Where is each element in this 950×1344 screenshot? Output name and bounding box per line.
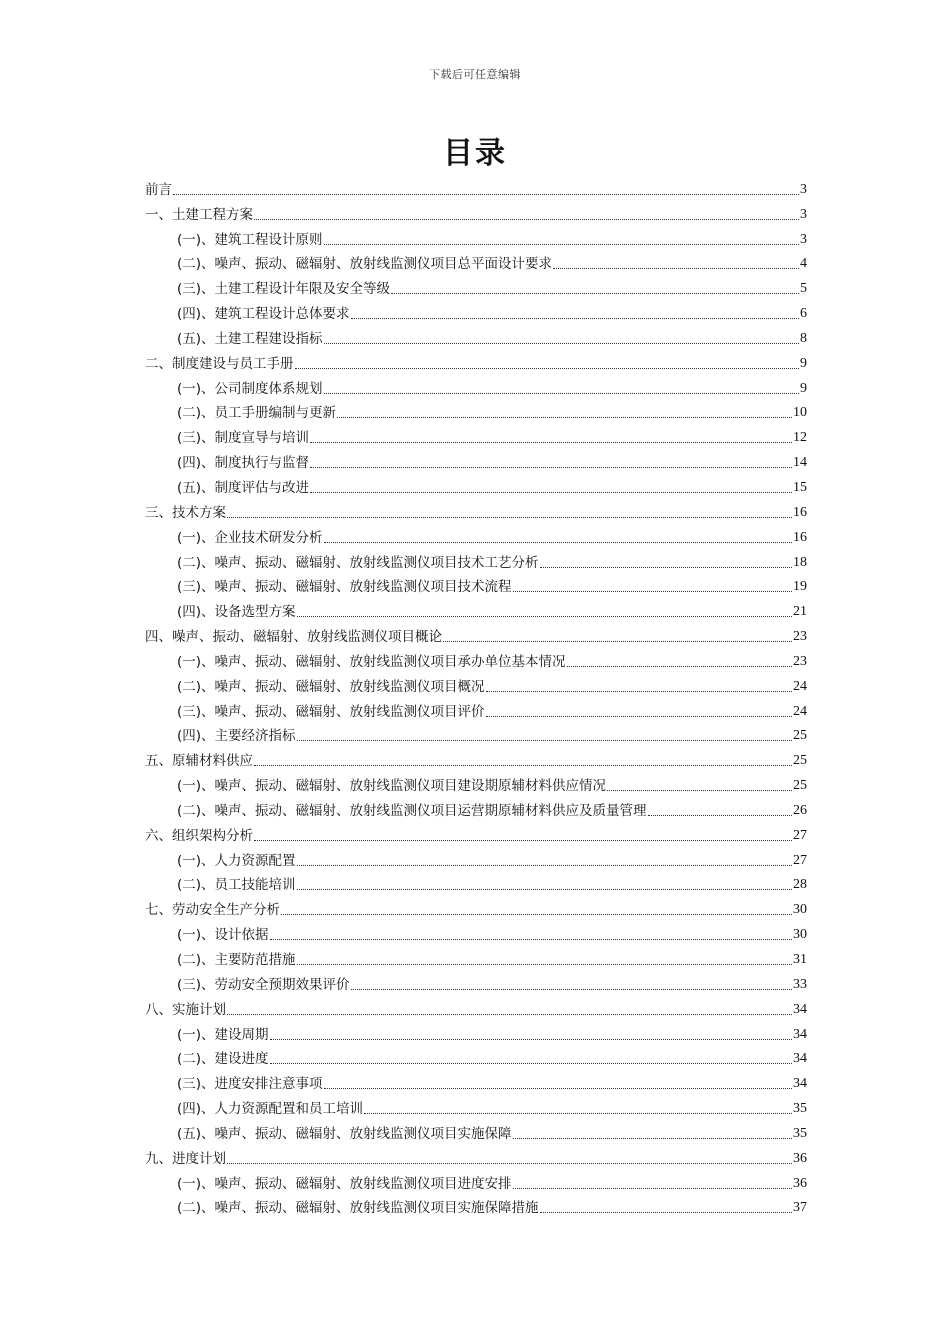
toc-subsection-entry[interactable] xyxy=(145,1168,807,1193)
toc-subsection-entry[interactable] xyxy=(145,944,807,969)
toc-page-number: 27 xyxy=(793,852,807,868)
toc-page-number: 12 xyxy=(793,430,807,446)
toc-page-number: 6 xyxy=(800,306,807,322)
toc-dot-leader xyxy=(513,590,792,592)
toc-page-number: 25 xyxy=(793,753,807,769)
toc-subsection-entry[interactable] xyxy=(145,422,807,447)
toc-page-number: 30 xyxy=(793,927,807,943)
toc-page-number: 23 xyxy=(793,653,807,669)
toc-entry-label: (二)、建设进度 xyxy=(177,1051,269,1068)
toc-page-number: 8 xyxy=(800,330,807,346)
toc-page-number: 9 xyxy=(800,355,807,371)
toc-list xyxy=(145,174,807,1217)
toc-section-entry[interactable] xyxy=(145,1143,807,1168)
toc-entry-label: (一)、设计依据 xyxy=(177,927,269,944)
toc-dot-leader xyxy=(364,1112,792,1114)
toc-section-entry[interactable] xyxy=(145,621,807,646)
toc-dot-leader xyxy=(295,367,800,369)
toc-subsection-entry[interactable] xyxy=(145,696,807,721)
toc-page-number: 5 xyxy=(800,281,807,297)
toc-subsection-entry[interactable] xyxy=(145,671,807,696)
toc-page-number: 34 xyxy=(793,1051,807,1067)
toc-entry-label: (二)、噪声、振动、磁辐射、放射线监测仪项目实施保障措施 xyxy=(177,1200,539,1217)
toc-dot-leader xyxy=(254,764,792,766)
toc-entry-label: (二)、噪声、振动、磁辐射、放射线监测仪项目概况 xyxy=(177,678,485,695)
toc-page-number: 30 xyxy=(793,902,807,918)
toc-subsection-entry[interactable] xyxy=(145,1118,807,1143)
toc-section-entry[interactable] xyxy=(145,994,807,1019)
toc-page-number: 27 xyxy=(793,827,807,843)
toc-page-number: 3 xyxy=(800,231,807,247)
toc-entry-label: (一)、噪声、振动、磁辐射、放射线监测仪项目建设期原辅材料供应情况 xyxy=(177,778,607,795)
toc-entry-label: (二)、噪声、振动、磁辐射、放射线监测仪项目运营期原辅材料供应及质量管理 xyxy=(177,802,647,819)
toc-entry-label: 六、组织架构分析 xyxy=(145,827,253,844)
toc-entry-label: 二、制度建设与员工手册 xyxy=(145,355,294,372)
toc-page-number: 24 xyxy=(793,678,807,694)
toc-page-number: 25 xyxy=(793,728,807,744)
toc-page-number: 31 xyxy=(793,952,807,967)
toc-entry-label: (三)、噪声、振动、磁辐射、放射线监测仪项目评价 xyxy=(177,703,485,720)
toc-entry-label: (三)、进度安排注意事项 xyxy=(177,1076,323,1093)
toc-dot-leader xyxy=(513,1187,792,1189)
toc-subsection-entry[interactable] xyxy=(145,969,807,994)
toc-entry-label: 四、噪声、振动、磁辐射、放射线监测仪项目概论 xyxy=(145,629,442,646)
toc-page-number: 34 xyxy=(793,1076,807,1092)
header-note: 下载后可任意编辑 xyxy=(429,68,521,81)
toc-entry-label: (一)、人力资源配置 xyxy=(177,852,296,869)
toc-page-number: 21 xyxy=(793,604,807,620)
toc-entry-label: (二)、员工技能培训 xyxy=(177,877,296,894)
toc-entry-label: (一)、企业技术研发分析 xyxy=(177,529,323,546)
toc-entry-label: (二)、噪声、振动、磁辐射、放射线监测仪项目技术工艺分析 xyxy=(177,554,539,571)
toc-page-number: 19 xyxy=(793,579,807,595)
toc-entry-label: (四)、主要经济指标 xyxy=(177,728,296,745)
toc-dot-leader xyxy=(281,913,792,915)
toc-section-entry[interactable] xyxy=(145,497,807,522)
toc-page-number: 34 xyxy=(793,1001,807,1017)
toc-page-number: 28 xyxy=(793,877,807,893)
toc-page-number: 37 xyxy=(793,1200,807,1216)
toc-dot-leader xyxy=(324,243,799,245)
toc-entry-label: (四)、制度执行与监督 xyxy=(177,455,310,472)
toc-subsection-entry[interactable] xyxy=(145,1093,807,1118)
toc-entry-label: (二)、噪声、振动、磁辐射、放射线监测仪项目总平面设计要求 xyxy=(177,256,553,273)
toc-entry-label: 一、土建工程方案 xyxy=(145,206,253,223)
toc-entry-label: 八、实施计划 xyxy=(145,1001,226,1018)
toc-subsection-entry[interactable] xyxy=(145,721,807,746)
toc-subsection-entry[interactable] xyxy=(145,447,807,472)
toc-entry-label: 九、进度计划 xyxy=(145,1150,226,1167)
toc-dot-leader xyxy=(648,814,792,816)
toc-page-number: 33 xyxy=(793,976,807,992)
toc-page-number: 16 xyxy=(793,504,807,520)
toc-subsection-entry[interactable] xyxy=(145,572,807,597)
toc-section-entry[interactable] xyxy=(145,894,807,919)
toc-dot-leader xyxy=(553,267,799,269)
toc-dot-leader xyxy=(486,715,792,717)
toc-dot-leader xyxy=(486,690,792,692)
toc-page-number: 35 xyxy=(793,1125,807,1141)
toc-page-number: 36 xyxy=(793,1150,807,1166)
toc-dot-leader xyxy=(297,739,792,741)
toc-page-number: 24 xyxy=(793,703,807,719)
toc-dot-leader xyxy=(337,416,792,418)
toc-dot-leader xyxy=(513,1137,792,1139)
toc-dot-leader xyxy=(324,1087,792,1089)
toc-subsection-entry[interactable] xyxy=(145,472,807,497)
toc-entry-label: (四)、设备选型方案 xyxy=(177,604,296,621)
toc-dot-leader xyxy=(227,1162,792,1164)
toc-dot-leader xyxy=(297,888,792,890)
toc-subsection-entry[interactable] xyxy=(145,919,807,944)
toc-entry-label: (五)、噪声、振动、磁辐射、放射线监测仪项目实施保障 xyxy=(177,1125,512,1142)
toc-dot-leader xyxy=(254,839,792,841)
toc-dot-leader xyxy=(567,665,792,667)
toc-entry-label: (一)、公司制度体系规划 xyxy=(177,380,323,397)
toc-subsection-entry[interactable] xyxy=(145,323,807,348)
toc-section-entry[interactable] xyxy=(145,199,807,224)
toc-subsection-entry[interactable] xyxy=(145,870,807,895)
toc-subsection-entry[interactable] xyxy=(145,845,807,870)
toc-subsection-entry[interactable] xyxy=(145,224,807,249)
toc-page-number: 9 xyxy=(800,380,807,396)
toc-entry-label: 五、原辅材料供应 xyxy=(145,753,253,770)
toc-page-number: 26 xyxy=(793,802,807,818)
toc-entry-label: (三)、噪声、振动、磁辐射、放射线监测仪项目技术流程 xyxy=(177,579,512,596)
toc-page-number: 4 xyxy=(800,256,807,272)
toc-dot-leader xyxy=(310,441,792,443)
toc-page-number: 25 xyxy=(793,778,807,794)
toc-page-number: 15 xyxy=(793,479,807,495)
toc-page-number: 36 xyxy=(793,1175,807,1191)
toc-dot-leader xyxy=(254,218,799,220)
toc-page-number: 23 xyxy=(793,629,807,645)
toc-page-number: 3 xyxy=(800,206,807,222)
toc-dot-leader xyxy=(351,317,799,319)
toc-entry-label: (四)、人力资源配置和员工培训 xyxy=(177,1101,364,1118)
toc-entry-label: (一)、建设周期 xyxy=(177,1026,269,1043)
toc-entry-label: (一)、噪声、振动、磁辐射、放射线监测仪项目进度安排 xyxy=(177,1175,512,1192)
toc-dot-leader xyxy=(227,516,792,518)
toc-subsection-entry[interactable] xyxy=(145,547,807,572)
toc-subsection-entry[interactable] xyxy=(145,770,807,795)
toc-dot-leader xyxy=(324,392,799,394)
toc-dot-leader xyxy=(310,491,792,493)
toc-subsection-entry[interactable] xyxy=(145,273,807,298)
toc-dot-leader xyxy=(324,342,799,344)
toc-entry-label: (二)、员工手册编制与更新 xyxy=(177,405,337,422)
toc-section-entry[interactable] xyxy=(145,174,807,199)
toc-entry-label: (三)、劳动安全预期效果评价 xyxy=(177,976,350,993)
toc-page-number: 35 xyxy=(793,1101,807,1117)
toc-dot-leader xyxy=(310,466,792,468)
toc-subsection-entry[interactable] xyxy=(145,249,807,274)
toc-dot-leader xyxy=(607,789,792,791)
toc-entry-label: 七、劳动安全生产分析 xyxy=(145,902,280,919)
toc-dot-leader xyxy=(270,1062,792,1064)
toc-subsection-entry[interactable] xyxy=(145,1044,807,1069)
toc-dot-leader xyxy=(173,193,799,195)
toc-entry-label: (三)、土建工程设计年限及安全等级 xyxy=(177,281,391,298)
toc-subsection-entry[interactable] xyxy=(145,795,807,820)
toc-subsection-entry[interactable] xyxy=(145,398,807,423)
toc-page-number: 16 xyxy=(793,529,807,545)
toc-dot-leader xyxy=(540,1211,792,1213)
toc-entry-label: (五)、制度评估与改进 xyxy=(177,479,310,496)
toc-subsection-entry[interactable] xyxy=(145,1019,807,1044)
toc-subsection-entry[interactable] xyxy=(145,646,807,671)
toc-page-number: 10 xyxy=(793,405,807,421)
toc-section-entry[interactable] xyxy=(145,348,807,373)
toc-entry-label: (五)、土建工程建设指标 xyxy=(177,330,323,347)
toc-entry-label: 三、技术方案 xyxy=(145,504,226,521)
toc-entry-label: (四)、建筑工程设计总体要求 xyxy=(177,306,350,323)
toc-subsection-entry[interactable] xyxy=(145,1068,807,1093)
toc-subsection-entry[interactable] xyxy=(145,596,807,621)
page-title: 目录 xyxy=(443,136,507,171)
toc-dot-leader xyxy=(270,938,792,940)
toc-dot-leader xyxy=(324,541,792,543)
toc-entry-label: (一)、建筑工程设计原则 xyxy=(177,231,323,248)
toc-dot-leader xyxy=(540,566,792,568)
toc-section-entry[interactable] xyxy=(145,820,807,845)
toc-dot-leader xyxy=(297,963,792,965)
toc-page-number: 14 xyxy=(793,455,807,471)
toc-page-number: 3 xyxy=(800,181,807,197)
toc-subsection-entry[interactable] xyxy=(145,522,807,547)
toc-dot-leader xyxy=(297,615,792,617)
toc-page-number: 34 xyxy=(793,1026,807,1042)
toc-entry-label: 前言 xyxy=(145,181,172,198)
toc-entry-label: (一)、噪声、振动、磁辐射、放射线监测仪项目承办单位基本情况 xyxy=(177,653,566,670)
toc-dot-leader xyxy=(443,640,792,642)
toc-subsection-entry[interactable] xyxy=(145,373,807,398)
toc-subsection-entry[interactable] xyxy=(145,1193,807,1218)
toc-entry-label: (三)、制度宣导与培训 xyxy=(177,430,310,447)
toc-entry-label: (二)、主要防范措施 xyxy=(177,952,296,968)
toc-dot-leader xyxy=(297,864,792,866)
toc-dot-leader xyxy=(270,1038,792,1040)
toc-dot-leader xyxy=(391,292,799,294)
toc-section-entry[interactable] xyxy=(145,745,807,770)
toc-page-number: 18 xyxy=(793,554,807,570)
toc-subsection-entry[interactable] xyxy=(145,298,807,323)
toc-dot-leader xyxy=(351,988,792,990)
toc-dot-leader xyxy=(227,1013,792,1015)
